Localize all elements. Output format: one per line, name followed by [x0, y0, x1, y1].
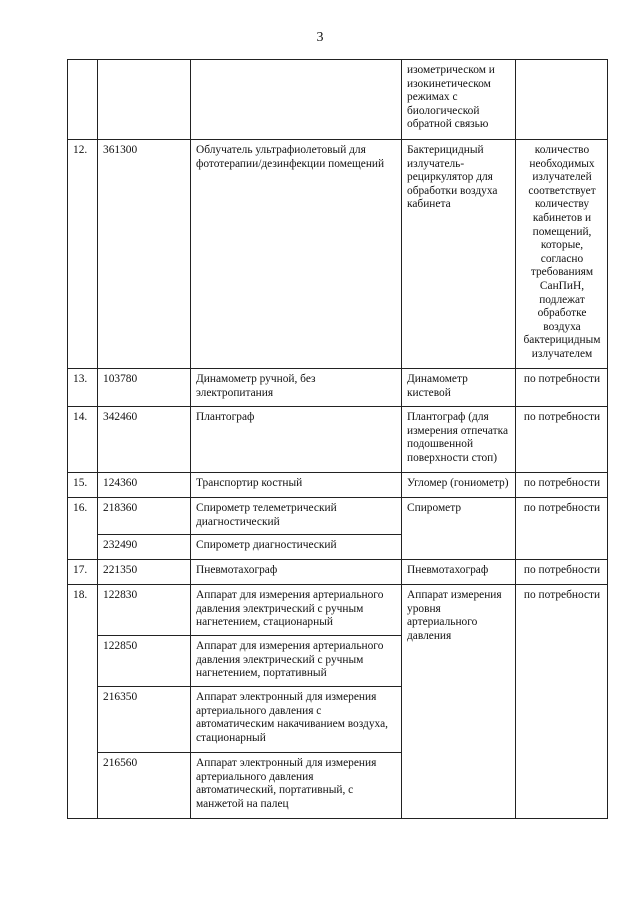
quantity-cell: по потребности [516, 560, 608, 585]
quantity-cell: по потребности [516, 407, 608, 473]
table-row [68, 473, 608, 498]
item-cell: Аппарат электронный для измерения артериального давления с автоматическим накачиванием воздуха, стационарный [191, 687, 402, 753]
equipment-name-cell: Пневмотахограф [402, 560, 516, 585]
item-cell: Плантограф [191, 407, 402, 473]
code-cell: 361300 [98, 140, 191, 369]
table-row [68, 498, 608, 535]
code-cell: 342460 [98, 407, 191, 473]
table-row [68, 60, 608, 140]
equipment-table [67, 59, 608, 819]
row-number-cell: 15. [68, 473, 98, 498]
table-row [68, 560, 608, 585]
quantity-cell: по потребности [516, 498, 608, 560]
quantity-cell [516, 60, 608, 140]
row-number-cell [68, 60, 98, 140]
item-cell: Спирометр диагностический [191, 535, 402, 560]
item-cell: Аппарат для измерения артериального давления электрический с ручным нагнетением, стационарный [191, 585, 402, 636]
item-cell [191, 60, 402, 140]
equipment-name-cell: Динамометр кистевой [402, 369, 516, 407]
row-number-cell: 12. [68, 140, 98, 369]
quantity-cell: по потребности [516, 369, 608, 407]
row-number-cell: 16. [68, 498, 98, 560]
code-cell: 122850 [98, 636, 191, 687]
code-cell: 216350 [98, 687, 191, 753]
item-cell: Спирометр телеметрический диагностический [191, 498, 402, 535]
equipment-name-cell: Плантограф (для измерения отпечатка подошвенной поверхности стоп) [402, 407, 516, 473]
code-cell: 124360 [98, 473, 191, 498]
table-row [68, 585, 608, 636]
code-cell: 218360 [98, 498, 191, 535]
table-row [68, 140, 608, 369]
equipment-name-cell: Бактерицидный излучатель- рециркулятор для обработки воздуха кабинета [402, 140, 516, 369]
item-cell: Транспортир костный [191, 473, 402, 498]
code-cell: 122830 [98, 585, 191, 636]
item-cell: Облучатель ультрафиолетовый для фототерапии/дезинфекции помещений [191, 140, 402, 369]
equipment-name-cell: Аппарат измерения уровня артериального давления [402, 585, 516, 819]
equipment-name-cell: изометрическом и изокинетическом режимах с биологической обратной связью [402, 60, 516, 140]
equipment-name-cell: Угломер (гониометр) [402, 473, 516, 498]
table-row [68, 407, 608, 473]
item-cell: Динамометр ручной, без электропитания [191, 369, 402, 407]
quantity-cell: количество необходимых излучателей соответствует количеству кабинетов и помещений, которые, согласно требованиям СанПиН, подлежат обработке воздуха бактерицидным излучателем [516, 140, 608, 369]
code-cell: 103780 [98, 369, 191, 407]
item-cell: Аппарат для измерения артериального давления электрический с ручным нагнетением, портативный [191, 636, 402, 687]
quantity-cell: по потребности [516, 585, 608, 819]
row-number-cell: 13. [68, 369, 98, 407]
code-cell: 232490 [98, 535, 191, 560]
code-cell: 221350 [98, 560, 191, 585]
code-cell: 216560 [98, 753, 191, 819]
row-number-cell: 14. [68, 407, 98, 473]
table-row [68, 369, 608, 407]
row-number-cell: 18. [68, 585, 98, 819]
item-cell: Пневмотахограф [191, 560, 402, 585]
row-number-cell: 17. [68, 560, 98, 585]
equipment-name-cell: Спирометр [402, 498, 516, 560]
page-number: 3 [316, 30, 324, 45]
item-cell: Аппарат электронный для измерения артериального давления автоматический, портативный, с манжетой на палец [191, 753, 402, 819]
code-cell [98, 60, 191, 140]
quantity-cell: по потребности [516, 473, 608, 498]
